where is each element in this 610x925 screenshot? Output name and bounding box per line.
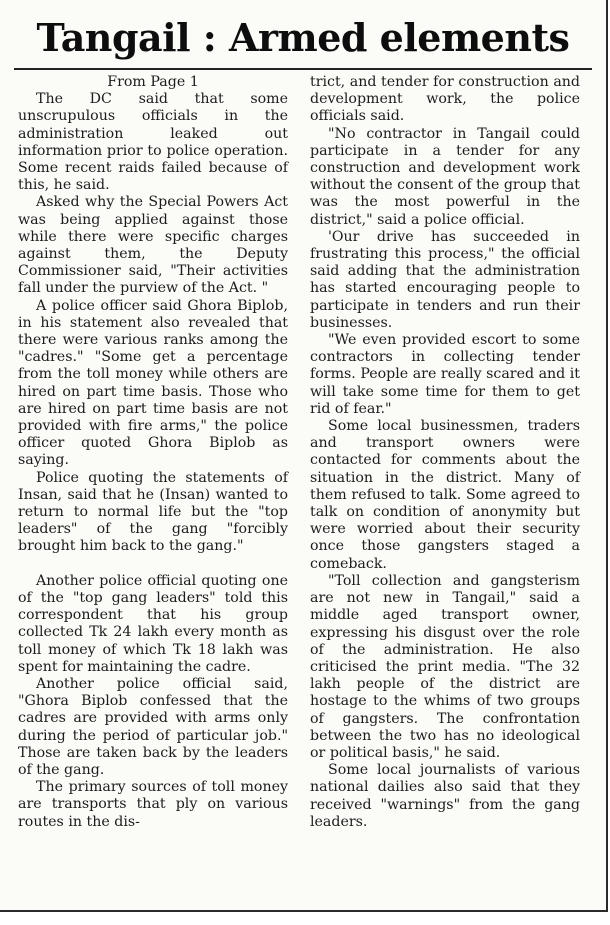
paragraph: A police officer said Ghora Biplob, in his statement also revealed that there were various ranks among the "cadres." "Some get a percentage from the toll money while others are hired on part time basis. Those who are hired on part time basis are not provided with fire arms," the police officer quoted Ghora Biplob as saying. [18,297,288,469]
headline: Tangail : Armed elements [36,14,570,60]
paragraph: Some local businessmen, traders and transport owners were contacted for comments about the situation in the district. Many of them refused to talk. Some agreed to talk on condition of anonymity but were worried about their security once those gangsters staged a comeback. [310,418,580,572]
paragraph: 'Our drive has succeeded in frustrating this process," the official said adding that the administration has started encouraging people to participate in tenders and run their businesses. [310,228,580,331]
paragraph: Police quoting the statements of Insan, said that he (Insan) wanted to return to normal life but the "top leaders" of the gang "forcibly brought him back to the gang." [18,469,288,555]
paragraph: Another police official quoting one of the "top gang leaders" told this correspondent that his group collected Tk 24 lakh every month as toll money of which Tk 18 lakh was spent for maintaining the cadre. [18,572,288,675]
paragraph: Asked why the Special Powers Act was being applied against those while there were specific charges against them, the Deputy Commissioner said, "Their activities fall under the purview of the Act. " [18,194,288,297]
headline-rule [14,68,592,70]
paragraph: Some local journalists of various national dailies also said that they received "warnings" from the gang leaders. [310,762,580,830]
paragraph: trict, and tender for construction and development work, the police officials said. [310,74,580,125]
paragraph: "We even provided escort to some contractors in collecting tender forms. People are really scared and it will take some time for them to get rid of fear." [310,332,580,417]
paragraph: "Toll collection and gangsterism are not new in Tangail," said a middle aged transport owner, expressing his disgust over the role of the administration. He also criticised the print media. "The 32 lakh people of the district are hostage to the whims of two groups of gangsters. The confrontation between the two has no ideological or political basis," he said. [310,572,580,761]
dateline: From Page 1 [107,74,199,90]
paragraph: Another police official said, "Ghora Biplob confessed that the cadres are provided with arms only during the period of particular job." Those are taken back by the leaders of the gang. [18,675,288,778]
article-column-right [310,74,580,831]
paragraph: The primary sources of toll money are transports that ply on various routes in the dis- [18,779,288,830]
article-column-left [18,74,288,831]
paragraph: "No contractor in Tangail could participate in a tender for any construction and development work without the consent of the group that was the most powerful in the district," said a police official. [310,125,580,228]
paragraph: The DC said that some unscrupulous officials in the administration leaked out information prior to police operation. Some recent raids failed because of this, he said. [18,91,288,194]
